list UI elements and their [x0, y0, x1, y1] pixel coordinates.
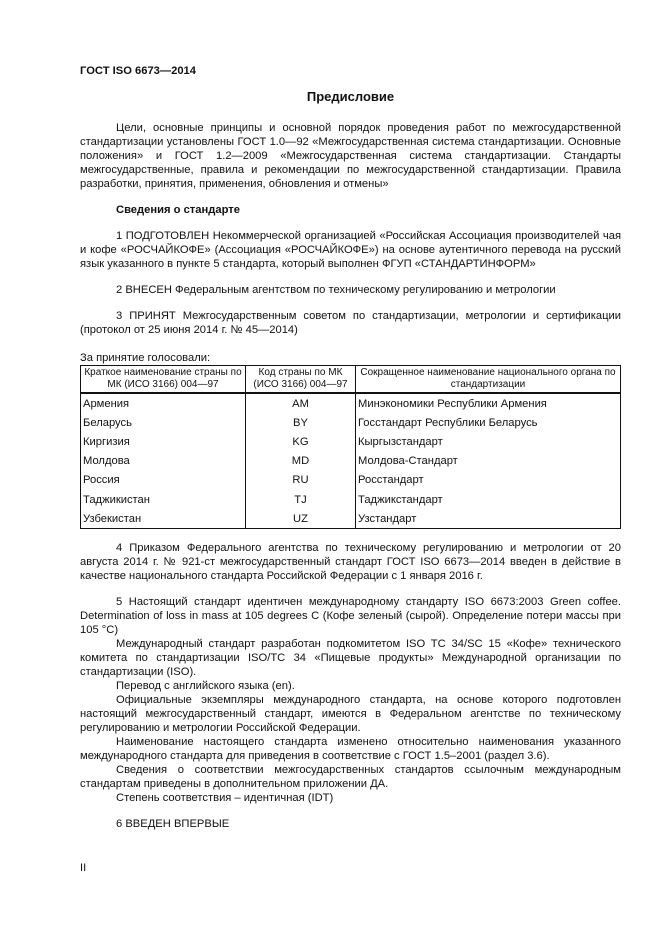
country-name: Киргизия: [81, 432, 246, 451]
country-code: TJ: [246, 490, 356, 509]
country-code: AM: [246, 393, 356, 413]
item-5-paragraph: Степень соответствия – идентичная (IDT): [116, 792, 334, 805]
item-1: 1 ПОДГОТОВЛЕН Некоммерческой организацией «Российская Ассоциация производителей чая и кофе «РОСЧАЙКОФЕ» (Ассоциация «РОСЧАЙКОФЕ») на основе аутентичного перевода на русский язык указанного в пункте 5 стандарта, который выполнен ФГУП «СТАНДАРТИНФОРМ»: [80, 230, 621, 270]
column-header: Краткое наименование страны по МК (ИСО 3166) 004—97: [81, 366, 246, 394]
standards-body: Молдова-Стандарт: [356, 452, 621, 471]
country-name: Армения: [81, 393, 246, 413]
standards-body: Узстандарт: [356, 509, 621, 529]
intro-paragraph: Цели, основные принципы и основной порядок проведения работ по межгосударственной стандартизации установлены ГОСТ 1.0—92 «Межгосударственная система стандартизации. Основные положения» и ГОСТ 1.2—2009 «Межгосударственная система стандартизации. Стандарты межгосударственные, правила и рекомендации по межгосударственной стандартизации. Правила разработки, принятия, применения, обновления и отмены»: [80, 122, 621, 190]
voting-table-wrap: [80, 365, 621, 529]
standards-body: Кыргызстандарт: [356, 432, 621, 451]
table-row: [81, 432, 621, 451]
item-5-paragraph: Сведения о соответствии межгосударственных стандартов ссылочным международным стандартам приведены в дополнительном приложении ДА.: [80, 764, 621, 791]
standards-body: Росстандарт: [356, 471, 621, 490]
document-id-header: ГОСТ ISO 6673—2014: [80, 65, 196, 77]
item-2: 2 ВНЕСЕН Федеральным агентством по техническому регулированию и метрологии: [116, 284, 556, 296]
item-5-paragraph: Наименование настоящего стандарта изменено относительно наименования указанного международного стандарта для приведения в соответствие с ГОСТ 1.5–2001 (раздел 3.6).: [80, 736, 621, 763]
table-row: [81, 393, 621, 413]
standards-body: Госстандарт Республики Беларусь: [356, 413, 621, 432]
item-5-paragraph: Перевод с английского языка (en).: [116, 680, 295, 693]
page-title: Предисловие: [306, 89, 395, 104]
section-heading: Сведения о стандарте: [116, 204, 240, 216]
item-3: 3 ПРИНЯТ Межгосударственным советом по стандартизации, метрологии и сертификации (протокол от 25 июня 2014 г. № 45—2014): [80, 310, 621, 336]
table-caption: За принятие голосовали:: [80, 352, 211, 364]
item-5-paragraph: Официальные экземпляры международного стандарта, на основе которого подготовлен настоящий межгосударственный стандарт, имеются в Федеральном агентстве по техническому регулированию и метрологии Российской Федерации.: [80, 694, 621, 735]
column-header: Сокращенное наименование национального органа по стандартизации: [356, 366, 621, 394]
page-number: II: [80, 862, 87, 874]
country-code: BY: [246, 413, 356, 432]
country-name: Таджикистан: [81, 490, 246, 509]
item-6: 6 ВВЕДЕН ВПЕРВЫЕ: [116, 818, 230, 831]
table-row: [81, 452, 621, 471]
item-5-paragraph: Международный стандарт разработан подкомитетом ISO TC 34/SC 15 «Кофе» технического комитета по стандартизации ISO/TC 34 «Пищевые продукты» Международной организации по стандартизации (ISO).: [80, 638, 621, 679]
country-name: Молдова: [81, 452, 246, 471]
standards-body: Таджикстандарт: [356, 490, 621, 509]
country-code: MD: [246, 452, 356, 471]
table-row: [81, 509, 621, 529]
item-5-paragraph: 5 Настоящий стандарт идентичен международному стандарту ISO 6673:2003 Green coffee. Determination of loss in mass at 105 degrees C (Кофе зеленый (сырой). Определение потери массы при 105 °C): [80, 596, 621, 637]
country-code: RU: [246, 471, 356, 490]
country-name: Россия: [81, 471, 246, 490]
table-header-row: [81, 366, 621, 394]
item-4: 4 Приказом Федерального агентства по техническому регулированию и метрологии от 20 августа 2014 г. № 921-ст межгосударственный стандарт ГОСТ ISO 6673—2014 введен в действие в качестве национального стандарта Российской Федерации с 1 января 2016 г.: [80, 542, 621, 583]
country-code: UZ: [246, 509, 356, 529]
table-row: [81, 490, 621, 509]
voting-table: [80, 365, 621, 529]
table-row: [81, 413, 621, 432]
table-row: [81, 471, 621, 490]
standards-body: Минэкономики Республики Армения: [356, 393, 621, 413]
column-header: Код страны по МК (ИСО 3166) 004—97: [246, 366, 356, 394]
country-code: KG: [246, 432, 356, 451]
country-name: Беларусь: [81, 413, 246, 432]
country-name: Узбекистан: [81, 509, 246, 529]
item-5: [80, 595, 621, 805]
